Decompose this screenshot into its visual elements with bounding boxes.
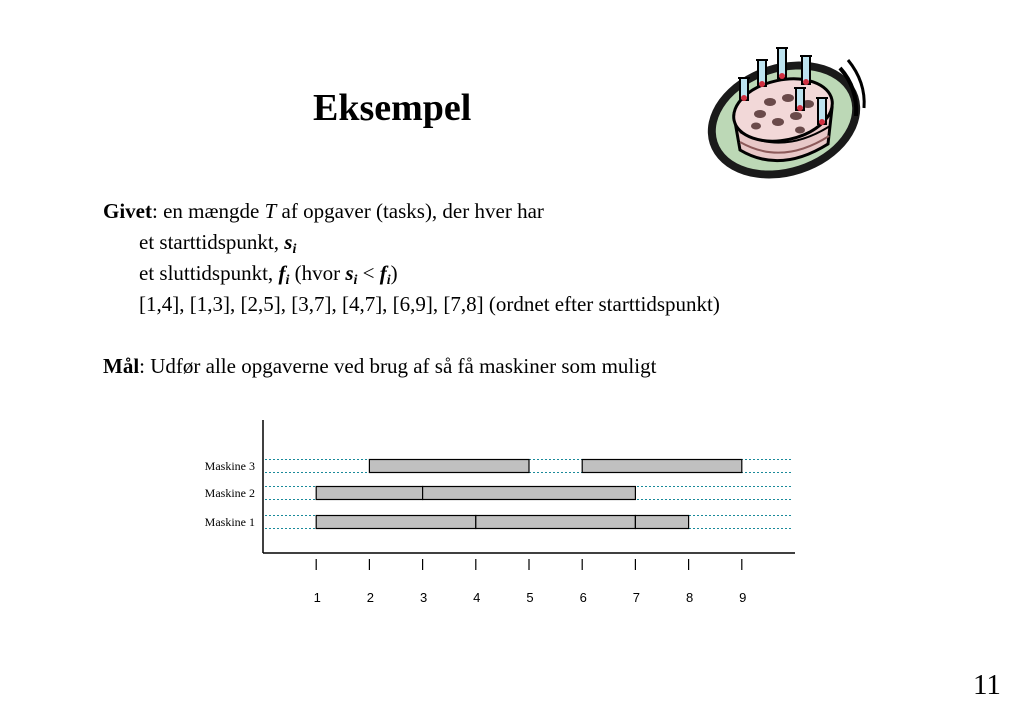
x-tick-label: 1 <box>313 590 321 605</box>
start-text: et starttidspunkt, <box>139 230 285 254</box>
x-tick-label: 7 <box>632 590 641 605</box>
start-symbol: s <box>284 230 293 254</box>
machine-schedule-chart <box>180 412 810 612</box>
end-subscript: i <box>285 273 290 288</box>
row-label: Maskine 1 <box>204 515 255 529</box>
end-paren-close: ) <box>390 261 398 285</box>
task-bar <box>423 487 636 500</box>
task-bar <box>369 460 529 473</box>
givet-text-b: af opgaver (tasks), der hver har <box>276 199 544 223</box>
slide-body <box>103 196 720 382</box>
end-s-subscript: i <box>353 273 358 288</box>
x-tick-label: 2 <box>366 590 375 605</box>
end-line <box>103 258 720 289</box>
end-paren-open: (hvor <box>289 261 346 285</box>
x-tick-label: 5 <box>526 590 534 605</box>
task-bar <box>582 460 742 473</box>
spacer <box>103 320 720 351</box>
start-line <box>103 227 720 258</box>
slide-title: Eksempel <box>313 87 472 129</box>
slide-number: 11 <box>973 669 1001 701</box>
givet-text-a: : en mængde <box>151 199 265 223</box>
x-tick-label: 8 <box>685 590 694 605</box>
task-bar <box>476 516 636 529</box>
end-symbol: f <box>278 261 286 285</box>
task-bar <box>316 487 422 500</box>
x-tick-label: 4 <box>473 590 481 605</box>
x-tick-label: 9 <box>739 590 747 605</box>
end-f-subscript: i <box>386 273 391 288</box>
x-tick-label: 6 <box>579 590 587 605</box>
end-less-than: < <box>357 261 380 285</box>
intervals-line: [1,4], [1,3], [2,5], [3,7], [4,7], [6,9], [7,8] (ordnet efter starttidspunkt) <box>139 292 720 316</box>
start-subscript: i <box>292 242 297 257</box>
birthday-cake-icon <box>700 38 868 186</box>
maal-label: Mål <box>103 354 140 378</box>
givet-line <box>103 196 720 227</box>
task-bar <box>635 516 688 529</box>
end-f-symbol: f <box>379 261 387 285</box>
x-tick-label: 3 <box>419 590 428 605</box>
task-bar <box>316 516 476 529</box>
maal-text: : Udfør alle opgaverne ved brug af så få maskiner som muligt <box>139 354 657 378</box>
end-s-symbol: s <box>345 261 354 285</box>
givet-set-symbol: T <box>264 199 277 223</box>
givet-label: Givet <box>103 199 152 223</box>
row-label: Maskine 2 <box>204 486 255 500</box>
maal-line <box>103 351 720 382</box>
row-label: Maskine 3 <box>204 459 255 473</box>
end-text: et sluttidspunkt, <box>139 261 279 285</box>
